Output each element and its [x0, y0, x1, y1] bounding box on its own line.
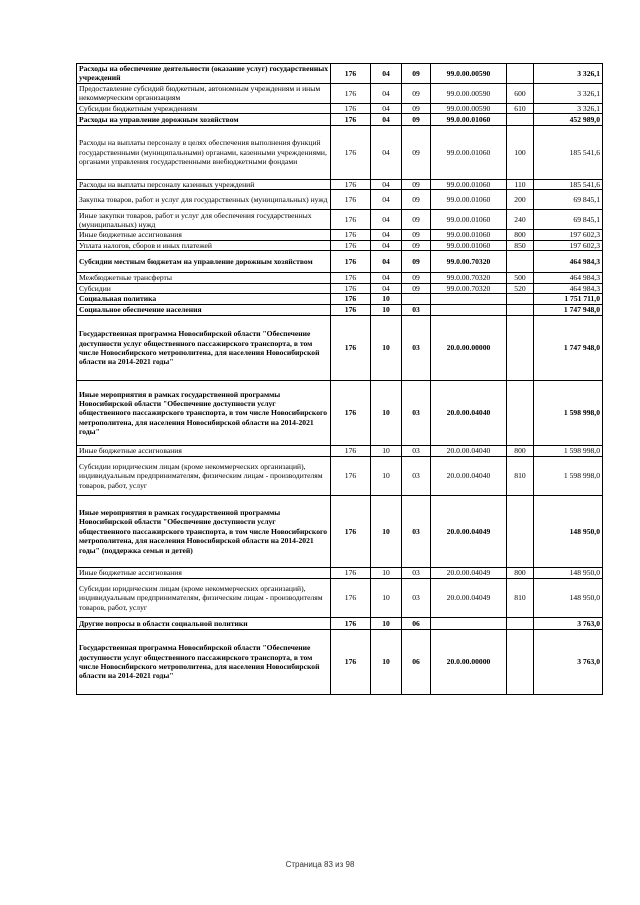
table-row	[77, 114, 603, 126]
grbs-cell: 176	[331, 180, 371, 190]
grbs-cell: 176	[331, 283, 371, 293]
row-name-cell: Расходы на выплаты персоналу казенных учреждений	[77, 180, 331, 190]
target-article-cell: 99.0.00.01060	[431, 240, 507, 250]
expense-type-cell: 800	[507, 446, 534, 457]
amount-cell: 1 598 998,0	[534, 457, 603, 496]
expense-type-cell: 110	[507, 180, 534, 190]
expense-type-cell: 500	[507, 273, 534, 283]
row-name-cell: Социальное обеспечение населения	[77, 305, 331, 316]
subsection-cell: 09	[402, 64, 431, 84]
subsection-cell: 09	[402, 283, 431, 293]
subsection-cell: 09	[402, 210, 431, 230]
grbs-cell: 176	[331, 294, 371, 305]
subsection-cell: 09	[402, 230, 431, 240]
row-name-cell: Другие вопросы в области социальной политики	[77, 618, 331, 630]
table-row	[77, 316, 603, 381]
expense-type-cell	[507, 64, 534, 84]
target-article-cell: 99.0.00.70320	[431, 283, 507, 293]
row-name-cell: Уплата налогов, сборов и иных платежей	[77, 240, 331, 250]
amount-cell: 197 602,3	[534, 230, 603, 240]
table-row	[77, 496, 603, 568]
row-name-cell: Иные мероприятия в рамках государственной программы Новосибирской области "Обеспечение доступности услуг общественного пассажирского транспорта, в том числе Новосибирского метрополитена, для населения Новосибирской области на 2014-2021 годы"	[77, 381, 331, 446]
grbs-cell: 176	[331, 568, 371, 579]
target-article-cell: 20.0.00.04049	[431, 568, 507, 579]
target-article-cell: 20.0.00.04040	[431, 457, 507, 496]
row-name-cell: Субсидии местным бюджетам на управление дорожным хозяйством	[77, 251, 331, 273]
grbs-cell: 176	[331, 114, 371, 126]
subsection-cell: 09	[402, 83, 431, 103]
grbs-cell: 176	[331, 273, 371, 283]
row-name-cell: Государственная программа Новосибирской области "Обеспечение доступности услуг общественного пассажирского транспорта, в том числе Новосибирского метрополитена, для населения Новосибирской области на 2014-2021 годы"	[77, 316, 331, 381]
expense-type-cell	[507, 496, 534, 568]
target-article-cell: 20.0.00.04049	[431, 579, 507, 618]
amount-cell: 464 984,3	[534, 283, 603, 293]
table-row	[77, 273, 603, 283]
row-name-cell: Расходы на управление дорожным хозяйством	[77, 114, 331, 126]
subsection-cell: 06	[402, 630, 431, 695]
amount-cell: 3 326,1	[534, 64, 603, 84]
table-row	[77, 126, 603, 180]
table-row	[77, 457, 603, 496]
grbs-cell: 176	[331, 210, 371, 230]
section-cell: 10	[371, 579, 402, 618]
expense-type-cell: 800	[507, 568, 534, 579]
table-row	[77, 240, 603, 250]
target-article-cell: 20.0.00.00000	[431, 630, 507, 695]
subsection-cell: 09	[402, 240, 431, 250]
subsection-cell: 03	[402, 446, 431, 457]
grbs-cell: 176	[331, 316, 371, 381]
amount-cell: 148 950,0	[534, 579, 603, 618]
expense-type-cell: 800	[507, 230, 534, 240]
grbs-cell: 176	[331, 305, 371, 316]
row-name-cell: Иные закупки товаров, работ и услуг для обеспечения государственных (муниципальных) нужд	[77, 210, 331, 230]
subsection-cell: 03	[402, 381, 431, 446]
table-row	[77, 180, 603, 190]
table-row	[77, 230, 603, 240]
expense-type-cell: 810	[507, 579, 534, 618]
amount-cell: 1 598 998,0	[534, 381, 603, 446]
grbs-cell: 176	[331, 457, 371, 496]
amount-cell: 3 763,0	[534, 630, 603, 695]
target-article-cell: 99.0.00.01060	[431, 126, 507, 180]
table-row	[77, 210, 603, 230]
grbs-cell: 176	[331, 251, 371, 273]
subsection-cell: 06	[402, 618, 431, 630]
expense-type-cell: 200	[507, 190, 534, 210]
row-name-cell: Иные мероприятия в рамках государственной программы Новосибирской области "Обеспечение доступности услуг общественного пассажирского транспорта, в том числе Новосибирского метрополитена, для населения Новосибирской области на 2014-2021 годы" (поддержка семьи и детей)	[77, 496, 331, 568]
section-cell: 10	[371, 457, 402, 496]
section-cell: 10	[371, 294, 402, 305]
target-article-cell: 20.0.00.00000	[431, 316, 507, 381]
expense-type-cell: 610	[507, 103, 534, 113]
expense-type-cell	[507, 316, 534, 381]
expense-type-cell	[507, 251, 534, 273]
expense-type-cell	[507, 630, 534, 695]
section-cell: 10	[371, 630, 402, 695]
amount-cell: 1 747 948,0	[534, 316, 603, 381]
table-row	[77, 630, 603, 695]
table-row	[77, 283, 603, 293]
target-article-cell: 99.0.00.70320	[431, 251, 507, 273]
amount-cell: 464 984,3	[534, 273, 603, 283]
table-row	[77, 251, 603, 273]
expense-type-cell	[507, 294, 534, 305]
subsection-cell	[402, 294, 431, 305]
subsection-cell: 09	[402, 126, 431, 180]
section-cell: 04	[371, 64, 402, 84]
subsection-cell: 03	[402, 568, 431, 579]
section-cell: 10	[371, 316, 402, 381]
row-name-cell: Расходы на выплаты персоналу в целях обеспечения выполнения функций государственными (муниципальными) органами, казенными учреждениями, органами управления государственными внебюджетными фондами	[77, 126, 331, 180]
section-cell: 10	[371, 568, 402, 579]
grbs-cell: 176	[331, 630, 371, 695]
amount-cell: 1 751 711,0	[534, 294, 603, 305]
target-article-cell: 20.0.00.04040	[431, 381, 507, 446]
subsection-cell: 03	[402, 496, 431, 568]
table-row	[77, 446, 603, 457]
grbs-cell: 176	[331, 190, 371, 210]
amount-cell: 69 845,1	[534, 190, 603, 210]
section-cell: 04	[371, 283, 402, 293]
table-row	[77, 190, 603, 210]
section-cell: 04	[371, 126, 402, 180]
table-row	[77, 579, 603, 618]
target-article-cell: 99.0.00.01060	[431, 210, 507, 230]
section-cell: 10	[371, 496, 402, 568]
section-cell: 04	[371, 114, 402, 126]
target-article-cell: 99.0.00.00590	[431, 103, 507, 113]
amount-cell: 185 541,6	[534, 126, 603, 180]
section-cell: 04	[371, 210, 402, 230]
subsection-cell: 03	[402, 457, 431, 496]
target-article-cell: 99.0.00.00590	[431, 64, 507, 84]
subsection-cell: 03	[402, 305, 431, 316]
table-row	[77, 305, 603, 316]
grbs-cell: 176	[331, 83, 371, 103]
row-name-cell: Субсидии	[77, 283, 331, 293]
amount-cell: 1 598 998,0	[534, 446, 603, 457]
amount-cell: 69 845,1	[534, 210, 603, 230]
budget-table	[76, 63, 603, 695]
section-cell: 04	[371, 103, 402, 113]
table-row	[77, 381, 603, 446]
target-article-cell	[431, 305, 507, 316]
amount-cell: 148 950,0	[534, 496, 603, 568]
section-cell: 10	[371, 446, 402, 457]
expense-type-cell: 100	[507, 126, 534, 180]
expense-type-cell: 810	[507, 457, 534, 496]
section-cell: 04	[371, 251, 402, 273]
section-cell: 10	[371, 381, 402, 446]
expense-type-cell	[507, 618, 534, 630]
table-row	[77, 103, 603, 113]
expense-type-cell: 600	[507, 83, 534, 103]
section-cell: 10	[371, 618, 402, 630]
amount-cell: 185 541,6	[534, 180, 603, 190]
target-article-cell: 99.0.00.01060	[431, 114, 507, 126]
amount-cell: 3 763,0	[534, 618, 603, 630]
amount-cell: 1 747 948,0	[534, 305, 603, 316]
grbs-cell: 176	[331, 381, 371, 446]
row-name-cell: Социальная политика	[77, 294, 331, 305]
subsection-cell: 09	[402, 114, 431, 126]
subsection-cell: 09	[402, 103, 431, 113]
row-name-cell: Иные бюджетные ассигнования	[77, 568, 331, 579]
target-article-cell: 99.0.00.01060	[431, 190, 507, 210]
amount-cell: 3 326,1	[534, 103, 603, 113]
expense-type-cell: 850	[507, 240, 534, 250]
amount-cell: 197 602,3	[534, 240, 603, 250]
target-article-cell: 99.0.00.00590	[431, 83, 507, 103]
amount-cell: 452 989,0	[534, 114, 603, 126]
row-name-cell: Субсидии юридическим лицам (кроме некоммерческих организаций), индивидуальным предпринимателям, физическим лицам - производителям товаров, работ, услуг	[77, 457, 331, 496]
row-name-cell: Субсидии бюджетным учреждениям	[77, 103, 331, 113]
page-footer: Страница 83 из 98	[285, 860, 355, 869]
grbs-cell: 176	[331, 618, 371, 630]
table-row	[77, 618, 603, 630]
target-article-cell: 20.0.00.04049	[431, 496, 507, 568]
table-body	[77, 64, 603, 695]
subsection-cell: 09	[402, 190, 431, 210]
section-cell: 04	[371, 230, 402, 240]
expense-type-cell	[507, 305, 534, 316]
target-article-cell: 99.0.00.01060	[431, 180, 507, 190]
expense-type-cell: 520	[507, 283, 534, 293]
section-cell: 04	[371, 180, 402, 190]
row-name-cell: Государственная программа Новосибирской области "Обеспечение доступности услуг общественного пассажирского транспорта, в том числе Новосибирского метрополитена, для населения Новосибирской области на 2014-2021 годы"	[77, 630, 331, 695]
amount-cell: 148 950,0	[534, 568, 603, 579]
grbs-cell: 176	[331, 64, 371, 84]
row-name-cell: Иные бюджетные ассигнования	[77, 230, 331, 240]
grbs-cell: 176	[331, 126, 371, 180]
row-name-cell: Закупка товаров, работ и услуг для государственных (муниципальных) нужд	[77, 190, 331, 210]
grbs-cell: 176	[331, 240, 371, 250]
target-article-cell: 20.0.00.04040	[431, 446, 507, 457]
target-article-cell	[431, 618, 507, 630]
row-name-cell: Предоставление субсидий бюджетным, автономным учреждениям и иным некоммерческим организациям	[77, 83, 331, 103]
grbs-cell: 176	[331, 103, 371, 113]
row-name-cell: Иные бюджетные ассигнования	[77, 446, 331, 457]
section-cell: 04	[371, 273, 402, 283]
subsection-cell: 03	[402, 316, 431, 381]
amount-cell: 464 984,3	[534, 251, 603, 273]
target-article-cell: 99.0.00.01060	[431, 230, 507, 240]
row-name-cell: Расходы на обеспечение деятельности (оказание услуг) государственных учреждений	[77, 64, 331, 84]
grbs-cell: 176	[331, 446, 371, 457]
table-row	[77, 64, 603, 84]
subsection-cell: 09	[402, 180, 431, 190]
subsection-cell: 03	[402, 579, 431, 618]
row-name-cell: Субсидии юридическим лицам (кроме некоммерческих организаций), индивидуальным предпринимателям, физическим лицам - производителям товаров, работ, услуг	[77, 579, 331, 618]
subsection-cell: 09	[402, 273, 431, 283]
target-article-cell: 99.0.00.70320	[431, 273, 507, 283]
section-cell: 10	[371, 305, 402, 316]
amount-cell: 3 326,1	[534, 83, 603, 103]
section-cell: 04	[371, 83, 402, 103]
table-row	[77, 83, 603, 103]
grbs-cell: 176	[331, 579, 371, 618]
section-cell: 04	[371, 190, 402, 210]
section-cell: 04	[371, 240, 402, 250]
table-row	[77, 568, 603, 579]
grbs-cell: 176	[331, 496, 371, 568]
expense-type-cell	[507, 114, 534, 126]
grbs-cell: 176	[331, 230, 371, 240]
subsection-cell: 09	[402, 251, 431, 273]
table-row	[77, 294, 603, 305]
expense-type-cell: 240	[507, 210, 534, 230]
expense-type-cell	[507, 381, 534, 446]
target-article-cell	[431, 294, 507, 305]
row-name-cell: Межбюджетные трансферты	[77, 273, 331, 283]
